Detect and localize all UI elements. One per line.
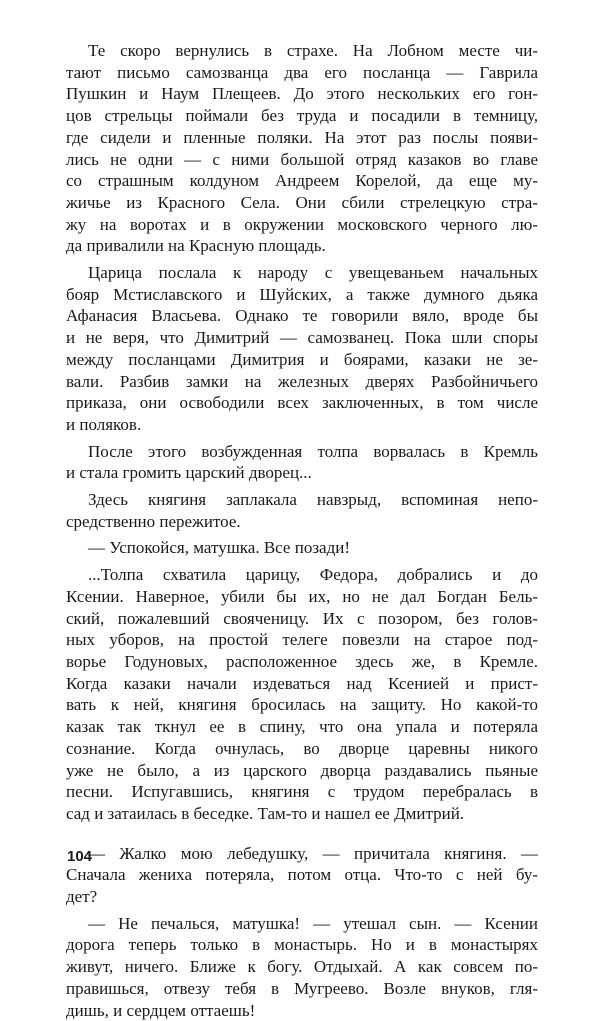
- text-line: средственно пережитое.: [66, 511, 241, 531]
- text-line: уже не было, а из царского дворца раздавались пьяные: [66, 760, 538, 780]
- text-line: ворье Годуновых, расположенное здесь же, в Кремле.: [66, 651, 538, 671]
- text-line: Когда казаки начали издеваться над Ксенией и прист-: [66, 673, 538, 693]
- text-line: жу на воротах и в окружении московского черного лю-: [66, 214, 538, 234]
- text-line: ных уборов, на простой телеге повезли на старое под-: [66, 630, 538, 650]
- paragraph: [66, 262, 538, 436]
- text-line: дорога теперь только в монастырь. Но и в монастырях: [66, 935, 538, 955]
- text-line: ...Толпа схватила царицу, Федора, добрались и до: [88, 565, 538, 585]
- text-line: вать к ней, княгиня бросилась на защиту. Но какой-то: [66, 695, 538, 715]
- text-line: песни. Испугавшись, княгиня с трудом перебралась в: [66, 782, 538, 802]
- page-number: 104: [67, 848, 93, 865]
- text-line: тают письмо самозванца два его посланца — Гаврила: [66, 62, 538, 82]
- paragraph: [66, 537, 538, 559]
- text-line: вали. Разбив замки на железных дверях Разбойничьего: [66, 371, 538, 391]
- text-line: казак так ткнул ее в спину, что она упала и потеряла: [66, 717, 538, 737]
- text-line: Афанасия Власьева. Однако те говорили вяло, вроде бы: [66, 306, 538, 326]
- text-line: жичье из Красного Села. Они сбили стрелецкую стра-: [66, 192, 538, 212]
- text-line: и поляков.: [66, 414, 142, 434]
- text-line: — Успокойся, матушка. Все позади!: [88, 538, 350, 558]
- text-line: — Жалко мою лебедушку, — причитала княгиня. —: [88, 843, 538, 863]
- page-text-block: [66, 40, 538, 1021]
- paragraph: [66, 489, 538, 532]
- text-line: живут, ничего. Ближе к богу. Отдыхай. А как совсем по-: [66, 957, 538, 977]
- paragraph: [66, 843, 538, 908]
- paragraph: [66, 913, 538, 1021]
- text-line: Те скоро вернулись в страхе. На Лобном месте чи-: [88, 41, 538, 60]
- text-line: между посланцами Димитрия и боярами, казаки не зе-: [66, 349, 538, 369]
- text-line: со страшным колдуном Андреем Корелой, да еще му-: [66, 171, 538, 191]
- text-line: и стала громить царский дворец...: [66, 463, 312, 483]
- text-line: приказа, они освободили всех заключенных, в том числе: [66, 393, 538, 413]
- text-line: правишься, отвезу тебя в Мугреево. Возле внуков, гля-: [66, 978, 538, 998]
- text-line: дет?: [66, 887, 98, 907]
- text-line: Сначала жениха потеряла, потом отца. Что-то с ней бу-: [66, 865, 538, 885]
- text-line: сознание. Когда очнулась, во дворце царевны никого: [66, 738, 538, 758]
- text-line: Ксении. Наверное, убили бы их, но не дал Богдан Бель-: [66, 586, 538, 606]
- text-line: и не веря, что Димитрий — самозванец. Пока шли споры: [66, 328, 538, 348]
- paragraph: [66, 564, 538, 824]
- paragraph: [66, 441, 538, 484]
- text-line: где сидели и пленные поляки. На этот раз послы появи-: [66, 127, 538, 147]
- text-line: ский, пожалевший своячeницу. Их с позором, без голов-: [66, 608, 538, 628]
- paragraph: [66, 40, 538, 257]
- text-line: лись не одни — с ними большой отряд казаков во главе: [66, 149, 538, 169]
- text-line: цов стрельцы поймали без труда и посадили в темницу,: [66, 106, 538, 126]
- text-line: сад и затаилась в беседке. Там-то и нашел ее Дмитрий.: [66, 803, 465, 823]
- text-line: дишь, и сердцем оттаешь!: [66, 1000, 256, 1020]
- text-line: Царица послала к народу с увещеваньем начальных: [88, 263, 538, 283]
- text-line: бояр Мстиславского и Шуйских, а также думного дьяка: [66, 284, 538, 304]
- text-line: После этого возбужденная толпа ворвалась в Кремль: [88, 441, 538, 461]
- text-line: Здесь княгиня заплакала навзрыд, вспоминая непо-: [88, 490, 538, 510]
- text-line: да привалили на Красную площадь.: [66, 236, 326, 256]
- text-line: — Не печалься, матушка! — утешал сын. — Ксении: [88, 913, 538, 933]
- text-line: Пушкин и Наум Плещеев. До этого нескольких его гон-: [66, 84, 538, 104]
